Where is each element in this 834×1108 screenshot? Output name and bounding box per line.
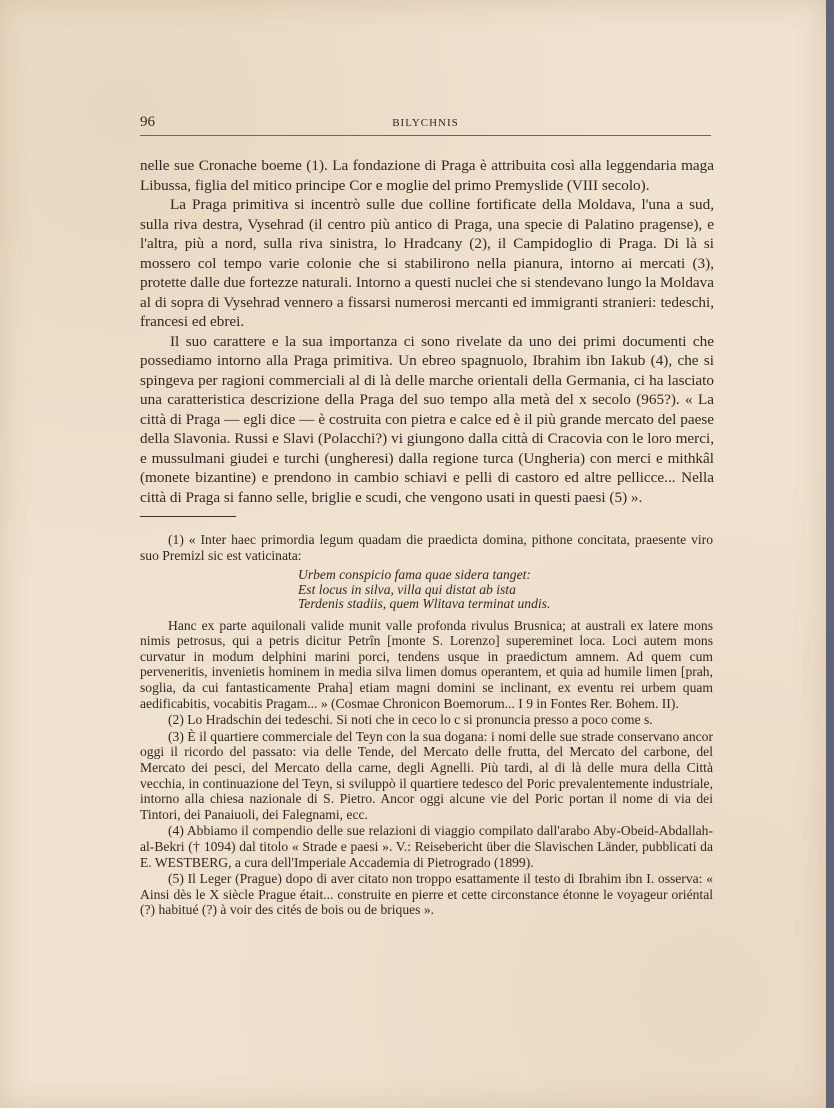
- footnote-1-continued: Hanc ex parte aquilonali valide munit valle profonda rivulus Brusnica; at australi ex latere mons nimis petrosus, qui a petris dicitur Petrîn [monte S. Lorenzo] supereminet loca. Loci autem mons curvatur in modum delphini marini porci, tendens usque in praedictum amnem. Ad quem cum perveneritis, invenietis hominem in media silva limen domus operantem, et quia ad humile limen [prah, soglia, da cui fantasticamente Praha] etiam magni domini se inclinant, ex eventu rei urbem quam aedificabitis, vocabitis Pragam... » (Cosmae Chronicon Boemorum... I 9 in Fontes Rer. Bohem. II).: [140, 617, 713, 711]
- verse-line: Est locus in silva, villa qui distat ab ista: [298, 581, 516, 597]
- footnote-3: (3) È il quartiere commerciale del Teyn con la sua dogana: i nomi delle sue strade conservano ancor oggi il ricordo del passato: via delle Tende, del Mercato delle frutta, del Mercato del carbone, del Mercato dei pesci, del Mercato della carne, degli Agnelli. Più tardi, al di là delle mura della Città vecchia, in continuazione del Teyn, si sviluppò il quartiere tedesco del Poric prevalentemente industriale, intorno alla chiesa nazionale di S. Pietro. Ancor oggi alcune vie del Poric portan il nome di via dei Tintori, dei Panaiuoli, dei Falegnami, ecc.: [140, 728, 713, 822]
- footnote-5: (5) Il Leger (Prague) dopo di aver citato non troppo esattamente il testo di Ibrahim ibn I. osserva: « Ainsi dès le X siècle Prague était... construite en pierre et cette circonstance étonne le voyageur oriéntal (?) habitué (?) à voir des cités de bois ou de briques ».: [140, 871, 713, 918]
- footnotes: [140, 532, 713, 918]
- page-edge: [826, 0, 834, 1108]
- latin-verse: [298, 568, 713, 612]
- verse-line: Urbem conspicio fama quae sidera tanget:: [298, 567, 531, 583]
- footnote-1: (1) « Inter haec primordia legum quadam die praedicta domina, pithone concitata, praesente viro suo Premizl sic est vaticinata:: [140, 532, 713, 563]
- running-head: BILYCHNIS: [392, 117, 459, 129]
- paragraph-1: nelle sue Cronache boeme (1). La fondazione di Praga è attribuita così alla leggendaria maga Libussa, figlia del mitico principe Cor e moglie del primo Premyslide (VIII secolo).: [140, 157, 714, 194]
- footnote-separator: [140, 516, 236, 517]
- header-rule: [140, 135, 711, 136]
- footnote-2: (2) Lo Hradschin dei tedeschi. Si noti che in ceco lo c si pronuncia presso a poco come s.: [168, 712, 653, 728]
- paragraph-2: La Praga primitiva si incentrò sulle due colline fortificate della Moldava, l'una a sud, sulla riva destra, Vysehrad (il centro più antico di Praga, una specie di Palatino pragense), e l'altra, più a nord, sulla riva sinistra, lo Hradcany (2), il Campidoglio di Praga. Di là si mossero col tempo varie colonie che si stabilirono nella pianura, intorno ai mercati (3), protette dalle due fortezze naturali. Intorno a questi nuclei che si stendevano lungo la Moldava al di sopra di Vysehrad vennero a fissarsi numerosi mercanti ed immigranti stranieri: tedeschi, francesi ed ebrei.: [140, 196, 714, 330]
- main-text: [140, 156, 714, 507]
- footnote-4: (4) Abbiamo il compendio delle sue relazioni di viaggio compilato dall'arabo Aby-Obeid-Abdallah-al-Bekri († 1094) dal titolo « Strade e paesi ». V.: Reisebericht über die Slavischen Länder, pubblicati da E. WESTBERG, a cura dell'Imperiale Accademia di Pietrogrado (1899).: [140, 823, 713, 870]
- verse-line: Terdenis stadiis, quem Wlitava terminat undis.: [298, 596, 551, 612]
- paragraph-3: Il suo carattere e la sua importanza ci sono rivelate da uno dei primi documenti che possediamo intorno alla Praga primitiva. Un ebreo spagnuolo, Ibrahim ibn Iakub (4), che si spingeva per ragioni commerciali al di là delle marche orientali della Germania, ci ha lasciato una caratteristica descrizione della Praga del suo tempo alla metà del x secolo (965?). « La città di Praga — egli dice — è costruita con pietra e calce ed è il più grande mercato del paese della Slavonia. Russi e Slavi (Polacchi?) vi giungono dalla città di Cracovia con le loro merci, e mussulmani giudei e turchi (ungheresi) dalla regione turca (Ungheria) con merci e mithkâl (monete bizantine) e prendono in cambio schiavi e pelli di castoro ed altre pellicce... Nella città di Praga si fanno selle, briglie e scudi, che vengono usati in questi paesi (5) ».: [140, 332, 714, 506]
- page-number: 96: [140, 114, 155, 130]
- page-header: [140, 114, 711, 136]
